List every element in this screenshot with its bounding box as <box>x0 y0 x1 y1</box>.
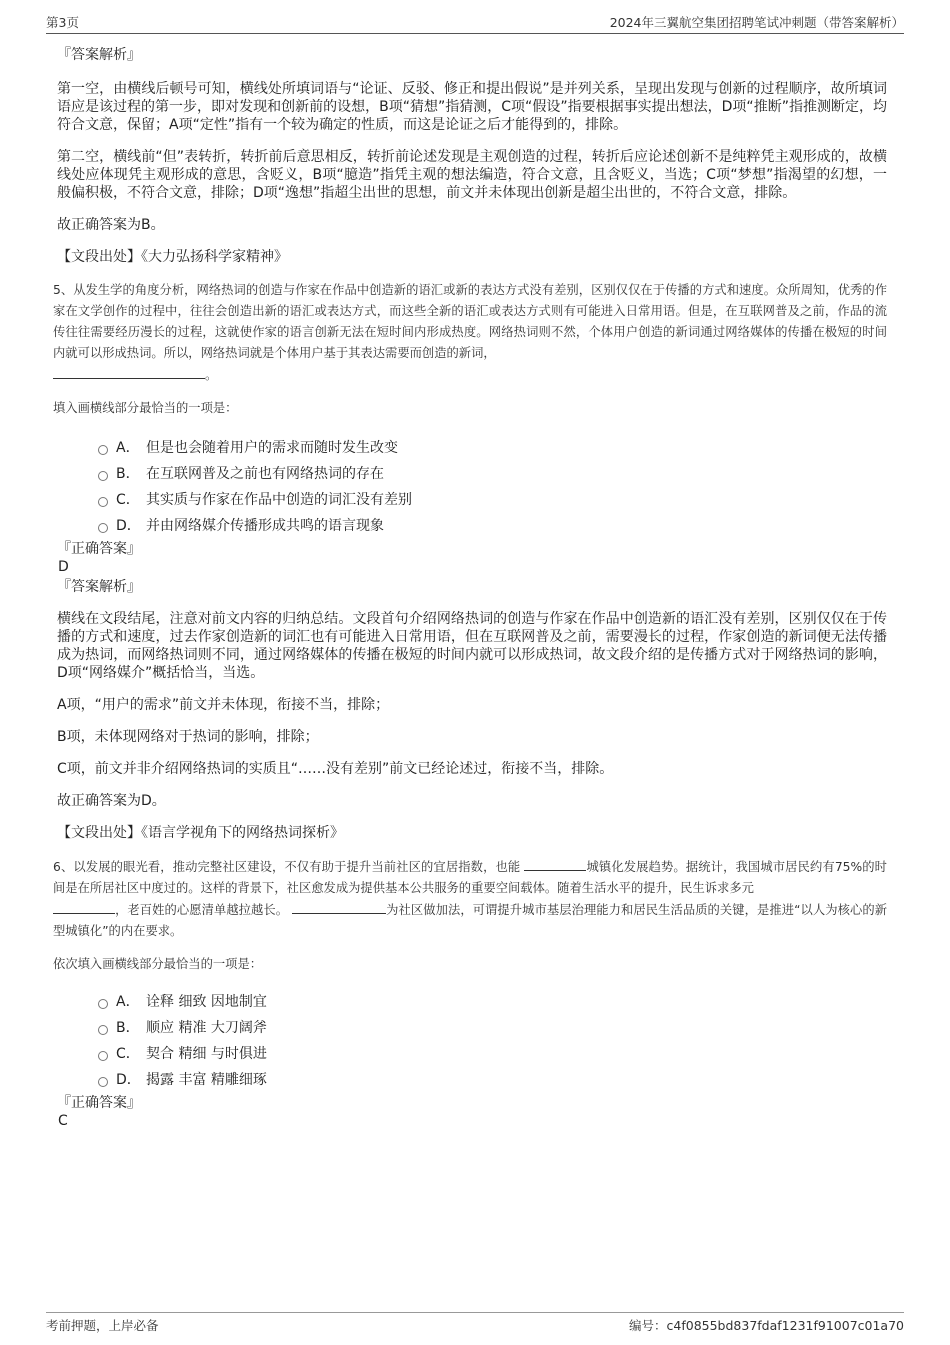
analysis-paragraph: 第二空，横线前“但”表转折，转折前后意思相反，转折前论述发现是主观创造的过程，转折后应论述创新不是纯粹凭主观形成的，故横线处应体现凭主观形成的意思，含贬义，B项“臆造”指凭主观的想法编造，符合文意，且含贬义，当选；C项“梦想”指渴望的幻想，一般偏积极，不符合文意，排除；D项“逸想”指超尘出世的思想，前文并未体现出创新是超尘出世的，不符合文意，排除。 <box>57 149 887 201</box>
analysis-line-a: A项，“用户的需求”前文并未体现，衔接不当，排除； <box>57 697 390 713</box>
radio-icon[interactable] <box>98 497 108 507</box>
fill-blank <box>53 899 115 914</box>
page-content <box>53 46 887 1130</box>
option-c[interactable]: C． 其实质与作家在作品中创造的词汇没有差别 <box>98 487 887 513</box>
radio-icon[interactable] <box>98 445 108 455</box>
document-code: 编号：c4f0855bd837fdaf1231f91007c01a70 <box>629 1318 904 1333</box>
option-b[interactable]: B． 在互联网普及之前也有网络热词的存在 <box>98 461 887 487</box>
question-6-options <box>57 989 887 1093</box>
analysis-line-c: C项，前文并非介绍网络热词的实质且“……没有差别”前文已经论述过，衔接不当，排除。 <box>57 761 614 777</box>
analysis-tag: 『答案解析』 <box>57 47 141 63</box>
question-5-stem: 5、从发生学的角度分析，网络热词的创造与作家在作品中创造新的语汇或新的表达方式没有差别，区别仅仅在于传播的方式和速度。众所周知，优秀的作家在文学创作的过程中，往往会创造出新的语汇或表达方式，而这些全新的语汇或表达方式则有可能进入日常用语。但是，在互联网普及之前，作品的流传往往需要经历漫长的过程，这就使作家的语言创新无法在短时间内形成热度。网络热词则不然，个体用户创造的新词通过网络媒体的传播在极短的时间内就可以形成热词。所以，网络热词就是个体用户基于其表达需要而创造的新词， 。 <box>53 283 887 382</box>
question-6-prompt: 依次填入画横线部分最恰当的一项是： <box>53 957 263 971</box>
analysis-tag: 『答案解析』 <box>57 579 141 595</box>
radio-icon[interactable] <box>98 1051 108 1061</box>
option-d[interactable]: D． 揭露 丰富 精雕细琢 <box>98 1067 887 1093</box>
source-citation: 【文段出处】《大力弘扬科学家精神》 <box>57 249 288 265</box>
answer-conclusion: 故正确答案为B。 <box>57 217 165 233</box>
option-d[interactable]: D． 并由网络媒介传播形成共鸣的语言现象 <box>98 513 887 539</box>
answer-conclusion: 故正确答案为D。 <box>57 793 166 809</box>
fill-blank <box>524 856 586 871</box>
correct-answer-tag: 『正确答案』 <box>57 541 141 557</box>
radio-icon[interactable] <box>98 1077 108 1087</box>
radio-icon[interactable] <box>98 999 108 1009</box>
document-title: 2024年三翼航空集团招聘笔试冲刺题（带答案解析） <box>609 15 904 30</box>
correct-answer-tag: 『正确答案』 <box>57 1095 141 1111</box>
question-5-prompt: 填入画横线部分最恰当的一项是： <box>53 401 238 415</box>
option-a[interactable]: A． 诠释 细致 因地制宜 <box>98 989 887 1015</box>
radio-icon[interactable] <box>98 523 108 533</box>
correct-answer: C <box>58 1113 68 1129</box>
fill-blank <box>292 899 386 914</box>
page-header <box>46 13 904 34</box>
radio-icon[interactable] <box>98 471 108 481</box>
fill-blank <box>53 364 205 379</box>
footer-slogan: 考前押题，上岸必备 <box>46 1318 159 1333</box>
question-6-stem: 6、以发展的眼光看，推动完整社区建设，不仅有助于提升当前社区的宜居指数，也能 城镇化发展趋势。据统计，我国城市居民约有75%的时间是在所居社区中度过的。这样的背景下，社区愈发成为提供基本公共服务的重要空间载体。随着生活水平的提升，民生诉求多元 ，老百姓的心愿清单越拉越长。 为社区做加法，可谓提升城市基层治理能力和居民生活品质的关键，是推进“以人为核心的新型城镇化”的内在要求。 <box>53 856 887 942</box>
analysis-paragraph: 横线在文段结尾，注意对前文内容的归纳总结。文段首句介绍网络热词的创造与作家在作品中创造新的语汇没有差别，区别仅仅在于传播的方式和速度，过去作家创造新的词汇也有可能进入日常用语，但在互联网普及之前，需要漫长的过程，作家创造的新词便无法传播成为热词，而网络热词则不同，通过网络媒体的传播在极短的时间内就可以形成热词，故文段介绍的是传播方式对于网络热词的影响，D项“网络媒介”概括恰当，当选。 <box>57 611 887 681</box>
option-b[interactable]: B． 顺应 精准 大刀阔斧 <box>98 1015 887 1041</box>
page-number: 第3页 <box>46 15 79 30</box>
source-citation: 【文段出处】《语言学视角下的网络热词探析》 <box>57 825 344 841</box>
radio-icon[interactable] <box>98 1025 108 1035</box>
analysis-paragraph: 第一空，由横线后顿号可知，横线处所填词语与“论证、反驳、修正和提出假说”是并列关系，呈现出发现与创新的过程顺序，故所填词语应是该过程的第一步，即对发现和创新前的设想，B项“猜想”指猜测，C项“假设”指要根据事实提出想法，D项“推断”指推测断定，均符合文意，保留；A项“定性”指有一个较为确定的性质，而这是论证之后才能得到的，排除。 <box>57 81 887 133</box>
analysis-line-b: B项，未体现网络对于热词的影响，排除； <box>57 729 319 745</box>
option-a[interactable]: A． 但是也会随着用户的需求而随时发生改变 <box>98 435 887 461</box>
correct-answer: D <box>58 559 69 575</box>
question-5-options <box>57 435 887 539</box>
page-footer <box>46 1312 904 1333</box>
option-c[interactable]: C． 契合 精细 与时俱进 <box>98 1041 887 1067</box>
